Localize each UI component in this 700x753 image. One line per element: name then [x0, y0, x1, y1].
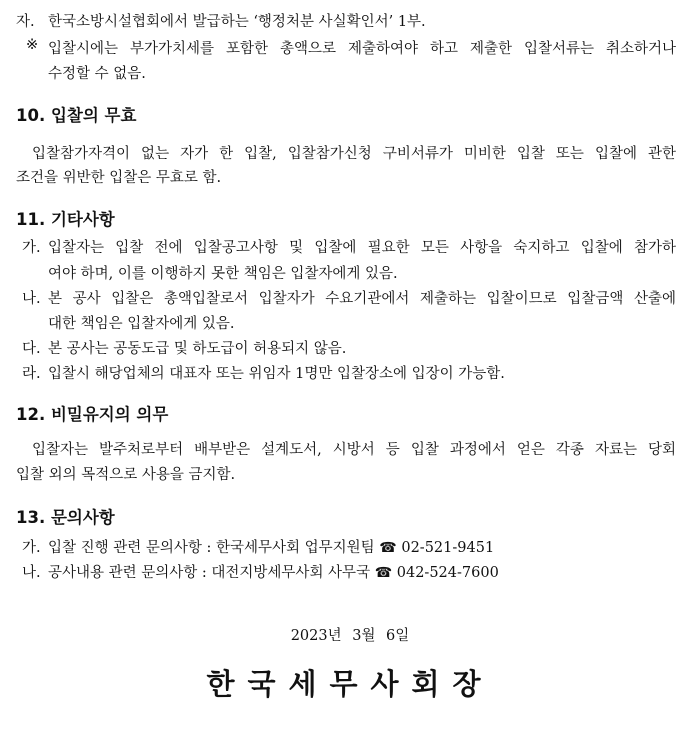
section-12-title: 12. 비밀유지의 의무 [16, 405, 169, 424]
contact-description: 공사내용 관련 문의사항 : 대전지방세무사회 사무국 [48, 565, 371, 581]
section-13-item-na-marker: 나. [22, 565, 41, 581]
section-10-line-2: 조건을 위반한 입찰은 무효로 함. [16, 170, 222, 186]
section-11-item-ra-marker: 라. [22, 366, 41, 382]
section-13-item-na-line [48, 561, 499, 582]
section-11-item-na-line-2: 대한 책임은 입찰자에게 있음. [48, 316, 235, 332]
section-12-line-1: 입찰자는 발주처로부터 배부받은 설계도서, 시방서 등 입찰 과정에서 얻은 각종 자료는 당회 [32, 442, 676, 458]
document-date: 2023년 3월 6일 [290, 628, 410, 644]
section-12-line-2: 입찰 외의 목적으로 사용을 금지함. [16, 467, 236, 483]
telephone-icon: ☎ [379, 540, 397, 556]
section-11-item-ga-line-2: 여야 하며, 이를 이행하지 못한 책임은 입찰자에게 있음. [48, 266, 398, 282]
section-11-title: 11. 기타사항 [16, 210, 115, 229]
section-11-item-da-marker: 다. [22, 341, 41, 357]
issuer-signature: 한국세무사회장 [206, 667, 494, 701]
note-line-2: 수정할 수 없음. [48, 66, 146, 82]
contact-phone-number: 02-521-9451 [401, 540, 495, 556]
section-11-item-ga-line-1: 입찰자는 입찰 전에 입찰공고사항 및 입찰에 필요한 모든 사항을 숙지하고 입찰에 참가하 [48, 240, 676, 256]
section-11-item-ra-line-1: 입찰시 해당업체의 대표자 또는 위임자 1명만 입찰장소에 입장이 가능함. [48, 366, 505, 382]
section-13-item-ga-line [48, 536, 494, 557]
section-10-line-1: 입찰참가자격이 없는 자가 한 입찰, 입찰참가신청 구비서류가 미비한 입찰 또는 입찰에 관한 [32, 146, 676, 162]
section-11-item-na-line-1: 본 공사 입찰은 총액입찰로서 입찰자가 수요기관에서 제출하는 입찰이므로 입찰금액 산출에 [48, 291, 676, 307]
item-ja-text: 한국소방시설협회에서 발급하는 ‘행정처분 사실확인서’ 1부. [48, 14, 426, 30]
item-marker-ja: 자. [16, 14, 35, 30]
section-13-item-ga-marker: 가. [22, 540, 41, 556]
contact-phone-number: 042-524-7600 [396, 565, 499, 581]
contact-description: 입찰 진행 관련 문의사항 : 한국세무사회 업무지원팀 [48, 540, 375, 556]
section-11-item-ga-marker: 가. [22, 240, 41, 256]
telephone-icon: ☎ [374, 565, 393, 581]
note-line-1: 입찰시에는 부가가치세를 포함한 총액으로 제출하여야 하고 제출한 입찰서류는 취소하거나 [48, 41, 676, 57]
section-10-title: 10. 입찰의 무효 [16, 106, 137, 125]
section-11-item-da-line-1: 본 공사는 공동도급 및 하도급이 허용되지 않음. [48, 341, 347, 357]
section-13-title: 13. 문의사항 [16, 508, 115, 527]
note-marker: ※ [26, 37, 39, 53]
section-11-item-na-marker: 나. [22, 291, 41, 307]
